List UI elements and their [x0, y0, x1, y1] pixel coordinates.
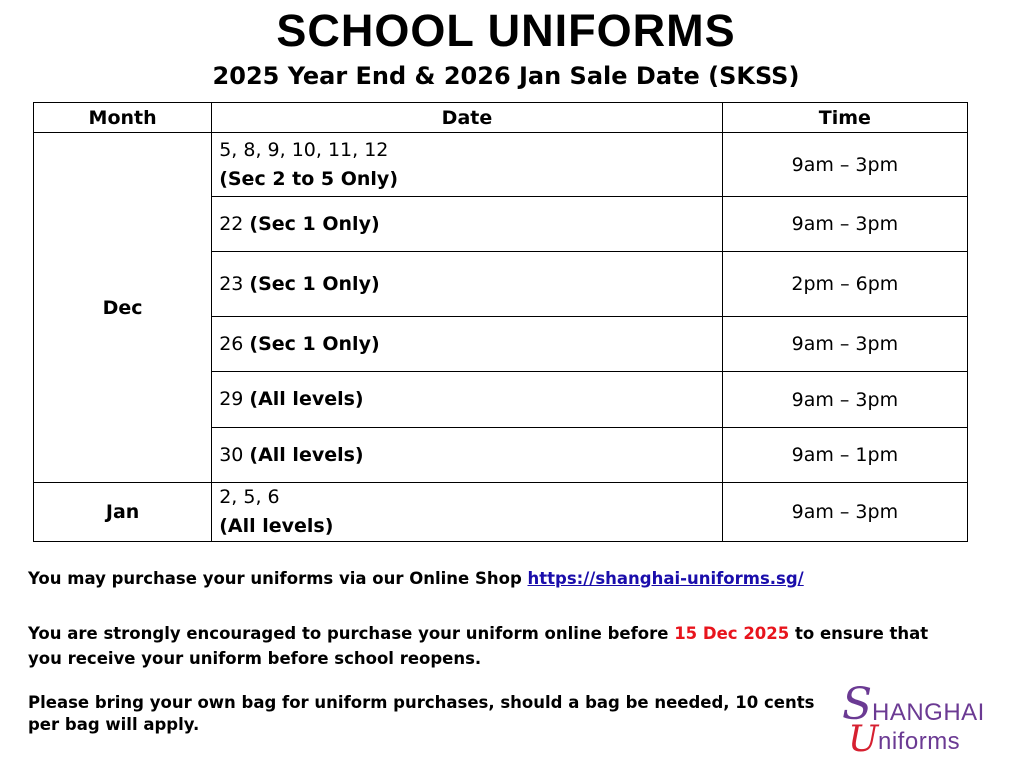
- logo-line-1: HANGHAI: [872, 699, 985, 726]
- column-header-time: Time: [722, 103, 967, 133]
- deadline-text-before: You are strongly encouraged to purchase your uniform online before: [28, 624, 675, 643]
- date-values: 26: [219, 332, 250, 355]
- date-values: 5, 8, 9, 10, 11, 12: [219, 138, 389, 161]
- shanghai-uniforms-logo: [840, 683, 1005, 755]
- month-cell-jan: Jan: [34, 483, 212, 542]
- column-header-month: Month: [34, 103, 212, 133]
- table-row: [34, 133, 968, 197]
- deadline-date: 15 Dec 2025: [674, 624, 790, 643]
- time-cell: 9am – 3pm: [722, 483, 967, 542]
- date-values: 29: [219, 388, 250, 410]
- time-cell: 9am – 3pm: [722, 133, 967, 197]
- date-cell: [212, 428, 723, 483]
- date-cell: [212, 372, 723, 428]
- online-shop-text: You may purchase your uniforms via our Online Shop: [28, 569, 528, 588]
- date-note: (Sec 1 Only): [249, 272, 380, 295]
- date-cell: [212, 197, 723, 252]
- logo-initial-u: U: [848, 719, 879, 755]
- sale-schedule-table: [33, 102, 968, 542]
- deadline-text-after: to ensure that you receive your uniform before school reopens.: [28, 624, 929, 668]
- date-cell: [212, 317, 723, 372]
- table-row: [34, 483, 968, 542]
- online-shop-link[interactable]: https://shanghai-uniforms.sg/: [527, 569, 804, 588]
- date-values: 23: [219, 272, 250, 295]
- date-note: (Sec 1 Only): [249, 212, 380, 235]
- online-shop-note: [28, 566, 804, 591]
- date-note: (All levels): [219, 515, 334, 537]
- time-cell: 9am – 1pm: [722, 428, 967, 483]
- date-note: (All levels): [249, 388, 364, 410]
- column-header-date: Date: [212, 103, 723, 133]
- page-subtitle: 2025 Year End & 2026 Jan Sale Date (SKSS): [212, 62, 800, 90]
- date-values: 2, 5, 6: [219, 486, 280, 508]
- date-cell: [212, 483, 723, 542]
- time-cell: 2pm – 6pm: [722, 252, 967, 317]
- month-cell-dec: Dec: [34, 133, 212, 483]
- logo-initial-s: S: [842, 683, 873, 730]
- table-header-row: [34, 103, 968, 133]
- date-cell: [212, 133, 723, 197]
- date-values: 22: [219, 212, 250, 235]
- date-cell: [212, 252, 723, 317]
- logo-line-2: niforms: [878, 728, 961, 755]
- date-note: (Sec 1 Only): [249, 332, 380, 355]
- purchase-deadline-note: [28, 621, 958, 671]
- bag-note: Please bring your own bag for uniform purchases, should a bag be needed, 10 cents per bag will apply.: [28, 693, 815, 734]
- date-values: 30: [219, 443, 250, 466]
- date-note: (All levels): [249, 443, 364, 466]
- time-cell: 9am – 3pm: [722, 372, 967, 428]
- time-cell: 9am – 3pm: [722, 317, 967, 372]
- date-note: (Sec 2 to 5 Only): [219, 167, 398, 190]
- time-cell: 9am – 3pm: [722, 197, 967, 252]
- page-title: SCHOOL UNIFORMS: [276, 5, 736, 56]
